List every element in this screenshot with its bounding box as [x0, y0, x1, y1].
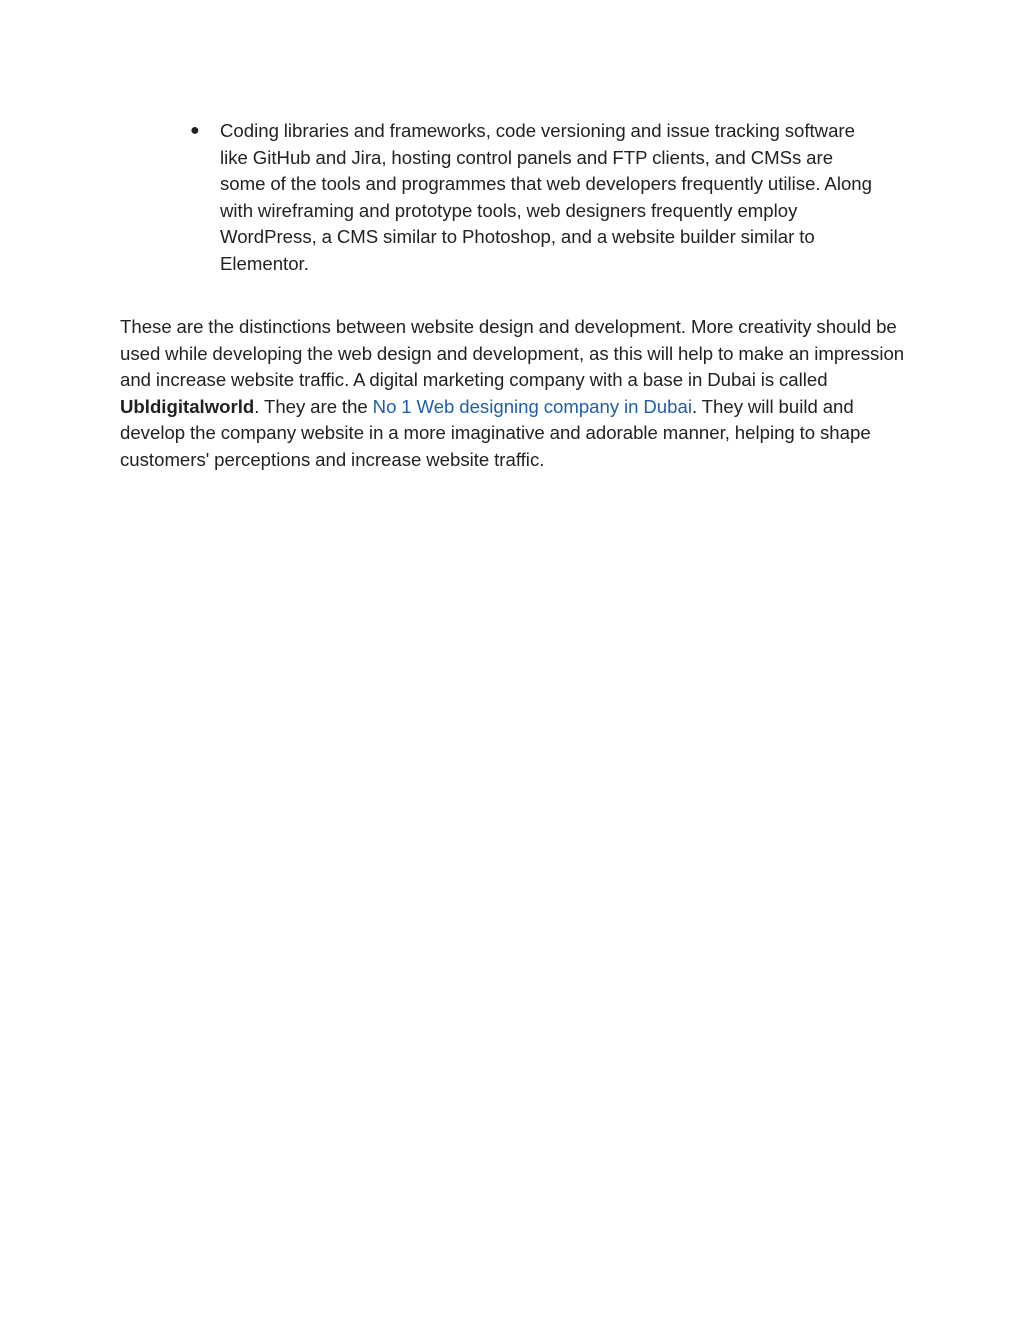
paragraph-text-middle: . They are the: [254, 395, 373, 417]
paragraph-text-intro: These are the distinctions between website design and development. More creativity should be used while developing the web design and development, as this will help to make an impression and increase website traffic. A digital marketing company with a base in Dubai is called: [120, 316, 905, 391]
body-paragraph: [120, 314, 910, 474]
company-name-bold: Ubldigitalworld: [120, 395, 255, 417]
bullet-icon: ●: [190, 122, 200, 139]
list-item-text: Coding libraries and frameworks, code versioning and issue tracking software like GitHub and Jira, hosting control panels and FTP clients, and CMSs are some of the tools and programmes that web developers frequently utilise. Along with wireframing and prototype tools, web designers frequently employ WordPress, a CMS similar to Photoshop, and a website builder similar to Elementor.: [220, 120, 872, 274]
web-design-company-link[interactable]: No 1 Web designing company in Dubai: [372, 395, 692, 417]
paragraph-text-end: . They will build and develop the company website in a more imaginative and adorable manner, helping to shape customers' perceptions and increase website traffic.: [120, 395, 871, 470]
bullet-list: [188, 118, 878, 278]
list-item: [188, 118, 878, 278]
